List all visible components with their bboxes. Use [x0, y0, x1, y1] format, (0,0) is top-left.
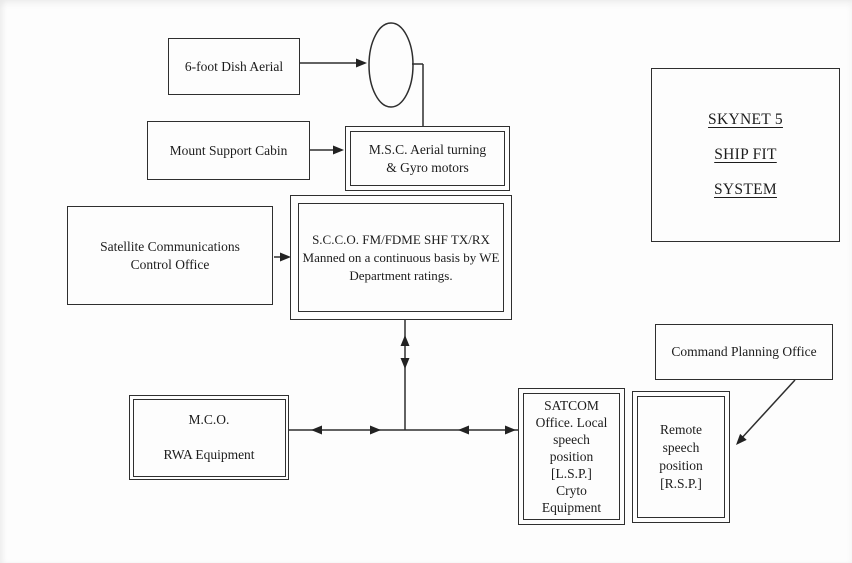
arrowhead-down-icon — [401, 358, 410, 369]
diagram-title-line: SHIP FIT — [714, 146, 777, 163]
connector-dish-to-msc — [412, 64, 423, 127]
node-label-line: Manned on a continuous basis by WE — [302, 249, 500, 265]
node-label-line: Control Office — [130, 256, 210, 272]
arrowhead-right-icon — [505, 426, 516, 435]
node-dish-aerial-label-text — [169, 39, 299, 94]
connector-scco-to-junction — [401, 320, 410, 430]
node-satcom-office-lsp-text — [523, 393, 620, 520]
node-skynet5-ship-fit-system-title — [651, 68, 840, 242]
arrowhead-diagonal-icon — [736, 434, 747, 445]
node-label-line: [R.S.P.] — [660, 476, 702, 491]
dish-aerial-symbol — [369, 23, 413, 107]
diagram-title-line: SKYNET 5 — [708, 111, 783, 128]
node-label-line: SATCOM — [544, 398, 599, 413]
node-label-line: speech — [662, 440, 700, 455]
node-satcom-office-lsp — [518, 388, 625, 525]
diagram-title-line: SYSTEM — [714, 181, 777, 198]
arrowhead-up-icon — [401, 335, 410, 346]
node-label-line: Remote — [660, 422, 702, 437]
node-label-line: S.C.C.O. FM/FDME SHF TX/RX — [312, 231, 490, 247]
arrowhead-right-icon — [370, 426, 381, 435]
node-label-line: Command Planning Office — [671, 344, 817, 359]
node-mco-rwa-equipment — [129, 395, 289, 480]
arrowhead-left-icon — [311, 426, 322, 435]
connector-dishlabel-to-dish — [300, 59, 367, 68]
node-satellite-communications-control-office — [67, 206, 273, 305]
node-label-line: Cryto — [556, 483, 587, 498]
node-label-line: [L.S.P.] — [551, 466, 592, 481]
node-msc-aerial-turning — [345, 126, 510, 191]
node-label-line: RWA Equipment — [163, 447, 255, 462]
node-scco-shf-txrx — [290, 195, 512, 320]
node-label-line: Mount Support Cabin — [169, 142, 288, 158]
node-label-line: position — [659, 458, 703, 473]
node-mco-rwa-equipment-text — [133, 399, 286, 477]
node-skynet5-title-text — [652, 69, 839, 241]
node-label-line: Office. Local — [535, 415, 608, 430]
node-remote-speech-position-rsp-text — [637, 396, 725, 518]
node-label-line: M.C.O. — [188, 412, 230, 427]
connector-mount-to-msc — [310, 146, 344, 155]
node-remote-speech-position-rsp — [632, 391, 730, 523]
node-command-planning-office-text — [656, 325, 832, 379]
node-label-line: 6-foot Dish Aerial — [184, 58, 284, 74]
node-label-line: & Gyro motors — [386, 159, 469, 175]
node-mount-support-cabin-text — [148, 122, 309, 179]
connector-command-to-remote — [736, 380, 795, 445]
node-label-line: Satellite Communications — [100, 238, 240, 254]
node-msc-aerial-turning-text — [350, 131, 505, 186]
connector-satoffice-to-scco — [274, 253, 291, 262]
arrowhead-right-icon — [356, 59, 367, 68]
node-satellite-communications-control-office-text — [68, 207, 272, 304]
node-command-planning-office — [655, 324, 833, 380]
node-label-line: position — [549, 449, 594, 464]
arrowhead-right-icon — [333, 146, 344, 155]
node-dish-aerial-label — [168, 38, 300, 95]
node-label-line: speech — [553, 432, 590, 447]
arrowhead-left-icon — [458, 426, 469, 435]
node-scco-shf-txrx-text — [298, 203, 504, 312]
node-label-line: M.S.C. Aerial turning — [368, 141, 487, 157]
connector-mco-to-satcom — [289, 426, 518, 435]
node-label-line: Equipment — [541, 500, 602, 515]
node-label-line: Department ratings. — [349, 267, 453, 283]
node-mount-support-cabin — [147, 121, 310, 180]
